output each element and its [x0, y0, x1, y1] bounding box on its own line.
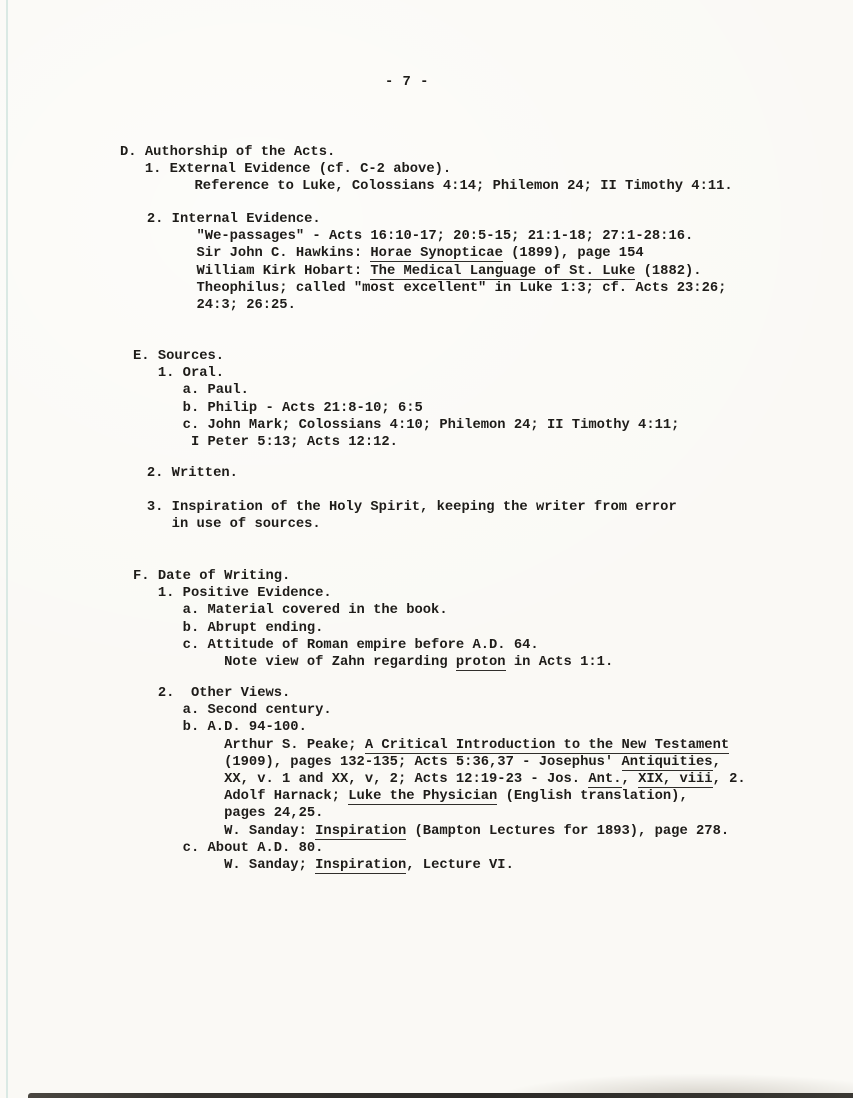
underlined-title: The Medical Language of St. Luke — [370, 263, 636, 279]
text-line: William Kirk Hobart: The Medical Language of St. Luke (1882). — [122, 263, 702, 279]
text-line: in use of sources. — [122, 517, 321, 533]
text-line: c. About A.D. 80. — [133, 840, 324, 856]
underlined-title: XIX, viii — [638, 772, 713, 788]
section-d2-internal-evidence — [122, 211, 726, 314]
underlined-title: Antiquities — [621, 754, 713, 770]
text-line: "We-passages" - Acts 16:10-17; 20:5-15; 21:1-18; 27:1-28:16. — [122, 229, 694, 245]
text-line: b. Philip - Acts 21:8-10; 6:5 — [133, 400, 423, 416]
text-line: 2. Internal Evidence. — [122, 212, 321, 227]
text-line: b. A.D. 94-100. — [133, 720, 307, 736]
text-line: D. Authorship of the Acts. — [120, 145, 336, 160]
text-line: Theophilus; called "most excellent" in Luke 1:3; cf. Acts 23:26; — [122, 280, 727, 296]
scan-edge-bottom — [28, 1093, 853, 1098]
scan-edge-left — [6, 0, 8, 1098]
section-f-date-of-writing — [133, 568, 613, 671]
text-line: Adolf Harnack; Luke the Physician (English translation), — [133, 789, 688, 805]
text-line: c. John Mark; Colossians 4:10; Philemon 24; II Timothy 4:11; — [133, 417, 680, 433]
page-number: - 7 - — [385, 75, 429, 90]
underlined-title: Ant. — [588, 772, 622, 788]
text-line: Arthur S. Peake; A Critical Introduction to the New Testament — [133, 737, 730, 753]
text-line: W. Sanday: Inspiration (Bampton Lectures for 1893), page 278. — [133, 823, 730, 839]
underlined-title: Inspiration — [315, 858, 407, 874]
text-line: 1. Oral. — [133, 366, 225, 382]
underlined-title: A Critical Introduction to the New Testament — [364, 737, 730, 753]
text-line: XX, v. 1 and XX, v, 2; Acts 12:19-23 - Jos. Ant., XIX, viii, 2. — [133, 772, 746, 788]
section-e3-inspiration — [122, 499, 677, 533]
section-e-sources — [133, 348, 679, 451]
text-line: a. Material covered in the book. — [133, 603, 448, 619]
text-line: W. Sanday; Inspiration, Lecture VI. — [133, 858, 514, 874]
text-line: a. Paul. — [133, 383, 249, 399]
text-line: b. Abrupt ending. — [133, 620, 324, 636]
text-line: 24:3; 26:25. — [122, 298, 296, 314]
text-line: E. Sources. — [133, 349, 225, 364]
text-line: 1. External Evidence (cf. C-2 above). — [120, 162, 452, 178]
section-f2-other-views — [133, 685, 746, 874]
text-line: 2. Written. — [122, 466, 238, 481]
text-line: Sir John C. Hawkins: Horae Synopticae (1899), page 154 — [122, 246, 644, 262]
underlined-title: proton — [455, 655, 506, 671]
text-line: (1909), pages 132-135; Acts 5:36,37 - Josephus' Antiquities, — [133, 754, 721, 770]
text-line: Note view of Zahn regarding proton in Acts 1:1. — [133, 655, 614, 671]
text-line: Reference to Luke, Colossians 4:14; Philemon 24; II Timothy 4:11. — [120, 179, 733, 195]
text-line: pages 24,25. — [133, 806, 324, 822]
underlined-title: Horae Synopticae — [370, 246, 503, 262]
text-line: I Peter 5:13; Acts 12:12. — [133, 435, 398, 451]
text-line: c. Attitude of Roman empire before A.D. 64. — [133, 637, 539, 653]
text-line: a. Second century. — [133, 703, 332, 719]
underlined-title: Inspiration — [315, 823, 407, 839]
text-line: 1. Positive Evidence. — [133, 586, 332, 602]
section-e2-written — [122, 465, 238, 482]
text-line: 2. Other Views. — [133, 686, 291, 701]
section-d-authorship — [120, 144, 733, 196]
underlined-title: Luke the Physician — [348, 789, 498, 805]
text-line: 3. Inspiration of the Holy Spirit, keeping the writer from error — [122, 500, 677, 515]
text-line: F. Date of Writing. — [133, 569, 291, 584]
